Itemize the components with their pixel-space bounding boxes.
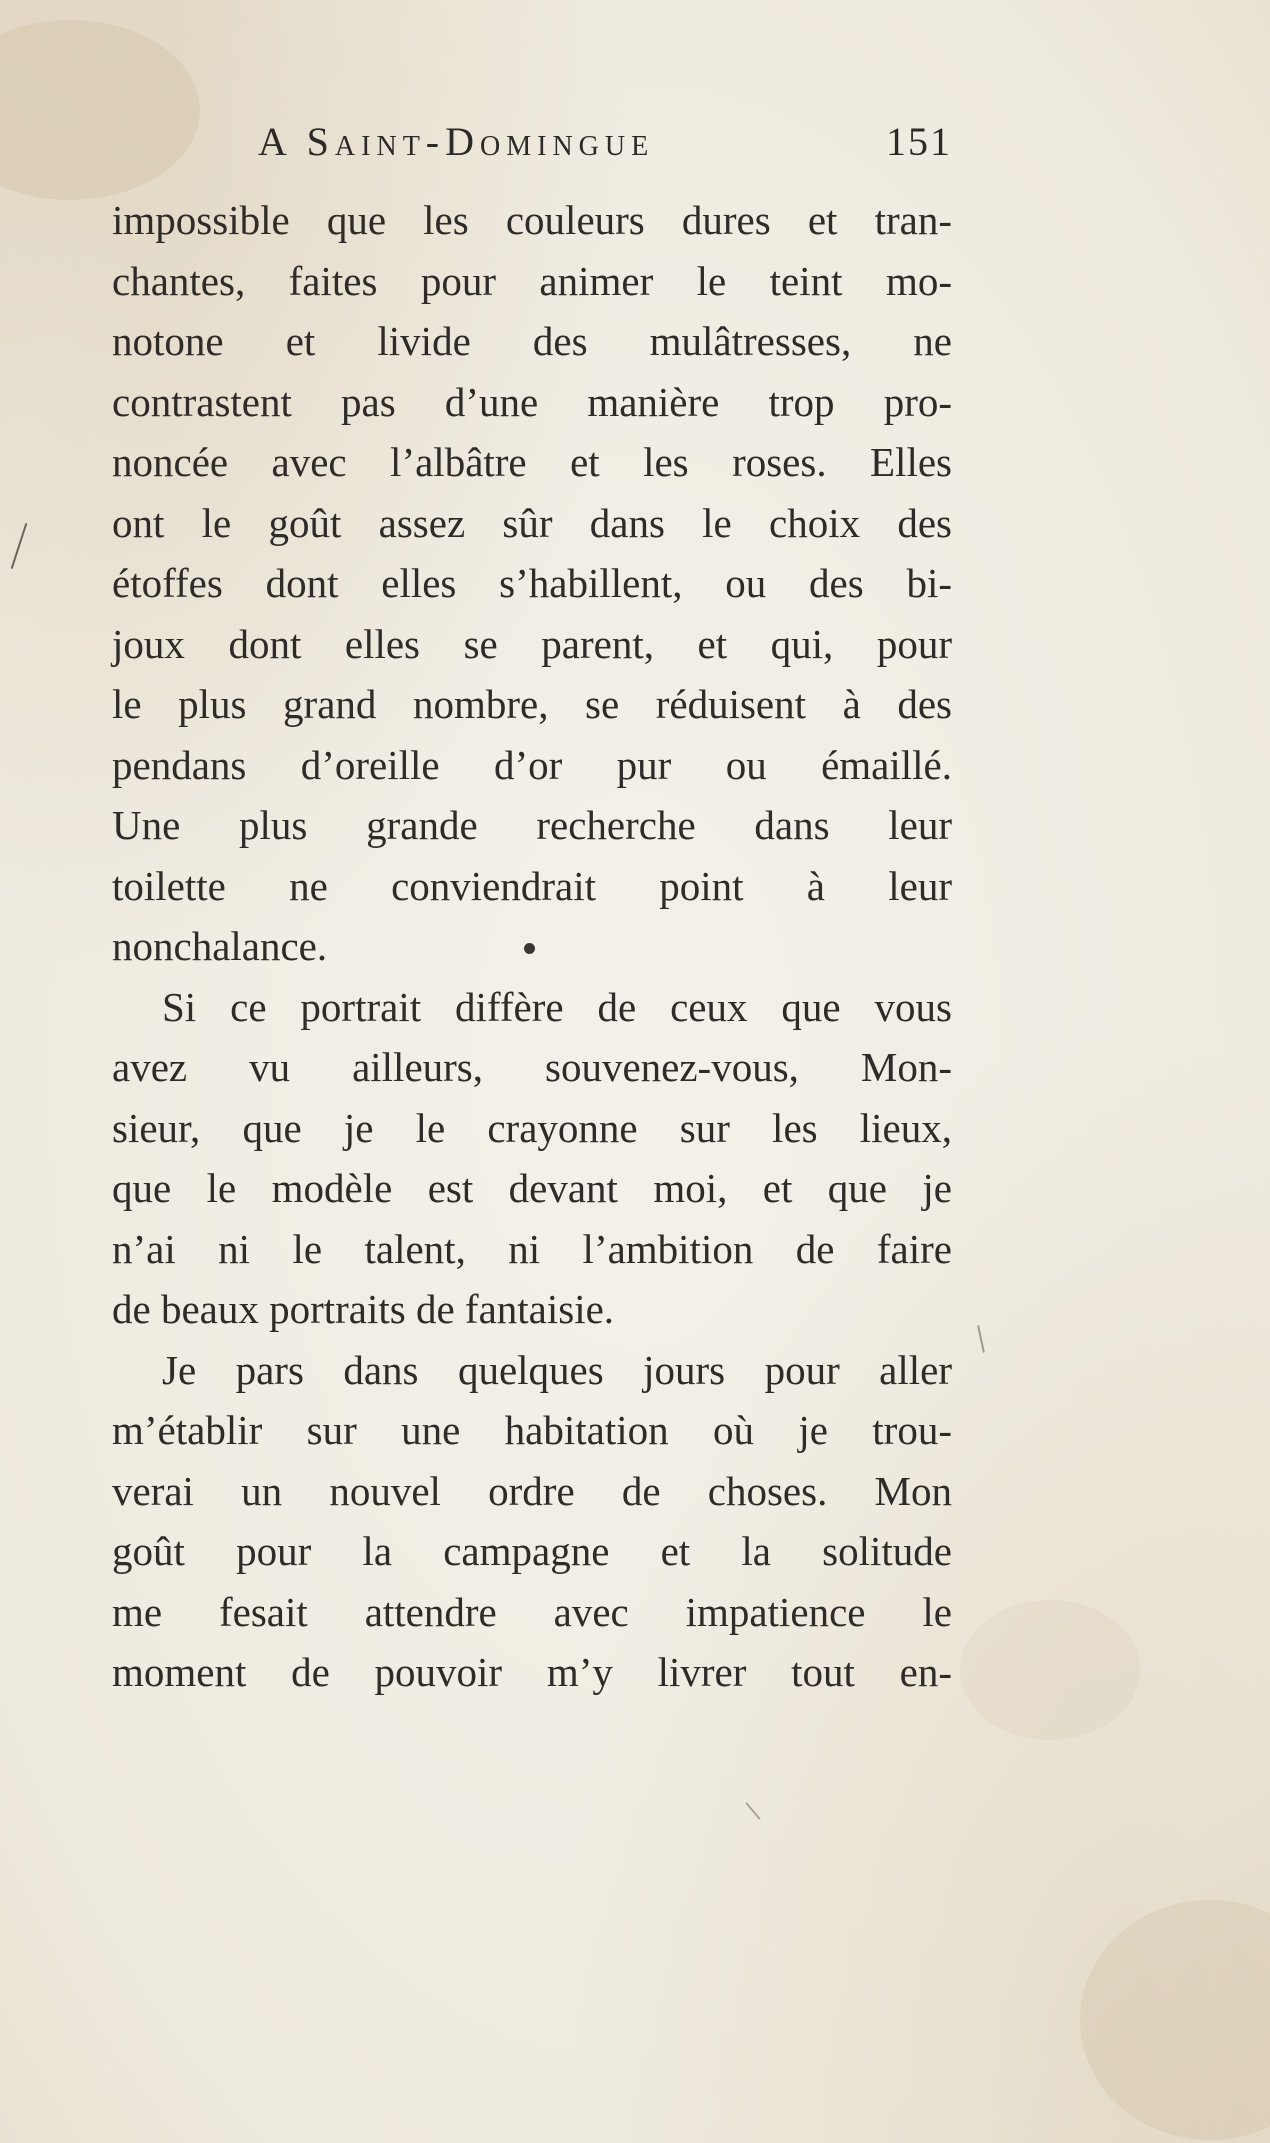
paper-stain [960,1600,1140,1740]
paper-stain [1080,1900,1270,2140]
page-number: 151 [886,119,952,164]
paper-mark [745,1802,761,1820]
text-line: m’établir sur une habitation où je trou- [112,1407,952,1453]
text-line: impossible que les couleurs dures et tran- [112,197,952,243]
text-line: contrastent pas d’une manière trop pro- [112,378,952,425]
text-line: que le modèle est devant moi, et que je [112,1165,952,1211]
paragraph [112,977,952,1340]
text-line: me fesait attendre avec impatience le [112,1588,952,1635]
text-line: avez vu ailleurs, souvenez-vous, Mon- [112,1044,952,1090]
text-line: Si ce portrait diffère de ceux que vous [162,983,952,1030]
text-line: n’ai ni le talent, ni l’ambition de faire [112,1225,952,1272]
text-line: moment de pouvoir m’y livrer tout en- [112,1649,952,1695]
ink-dot [524,943,535,954]
text-line: sieur, que je le crayonne sur les lieux, [112,1104,952,1151]
text-line: de beaux portraits de fantaisie. [112,1286,615,1332]
paper-mark [977,1325,985,1353]
text-line: joux dont elles se parent, et qui, pour [112,620,952,667]
text-line: étoffes dont elles s’habillent, ou des bi- [112,560,952,606]
paragraph [112,1340,952,1703]
text-line: nonchalance. [112,923,328,969]
text-line: Je pars dans quelques jours pour aller [162,1346,952,1393]
text-line: toilette ne conviendrait point à leur [112,862,952,909]
paper-mark [11,523,28,569]
text-line: chantes, faites pour animer le teint mo- [112,257,952,304]
running-head: A Saint-Domingue [258,119,655,164]
text-line: verai un nouvel ordre de choses. Mon [112,1467,952,1514]
text-line: noncée avec l’albâtre et les roses. Elles [112,439,952,485]
text-line: goût pour la campagne et la solitude [112,1528,952,1574]
text-line: notone et livide des mulâtresses, ne [112,318,952,364]
text-line: pendans d’oreille d’or pur ou émaillé. [112,741,952,788]
text-line: le plus grand nombre, se réduisent à des [112,681,952,727]
page-header [112,118,952,178]
text-line: Une plus grande recherche dans leur [112,802,952,848]
text-line: ont le goût assez sûr dans le choix des [112,499,952,546]
paragraph [112,190,952,977]
